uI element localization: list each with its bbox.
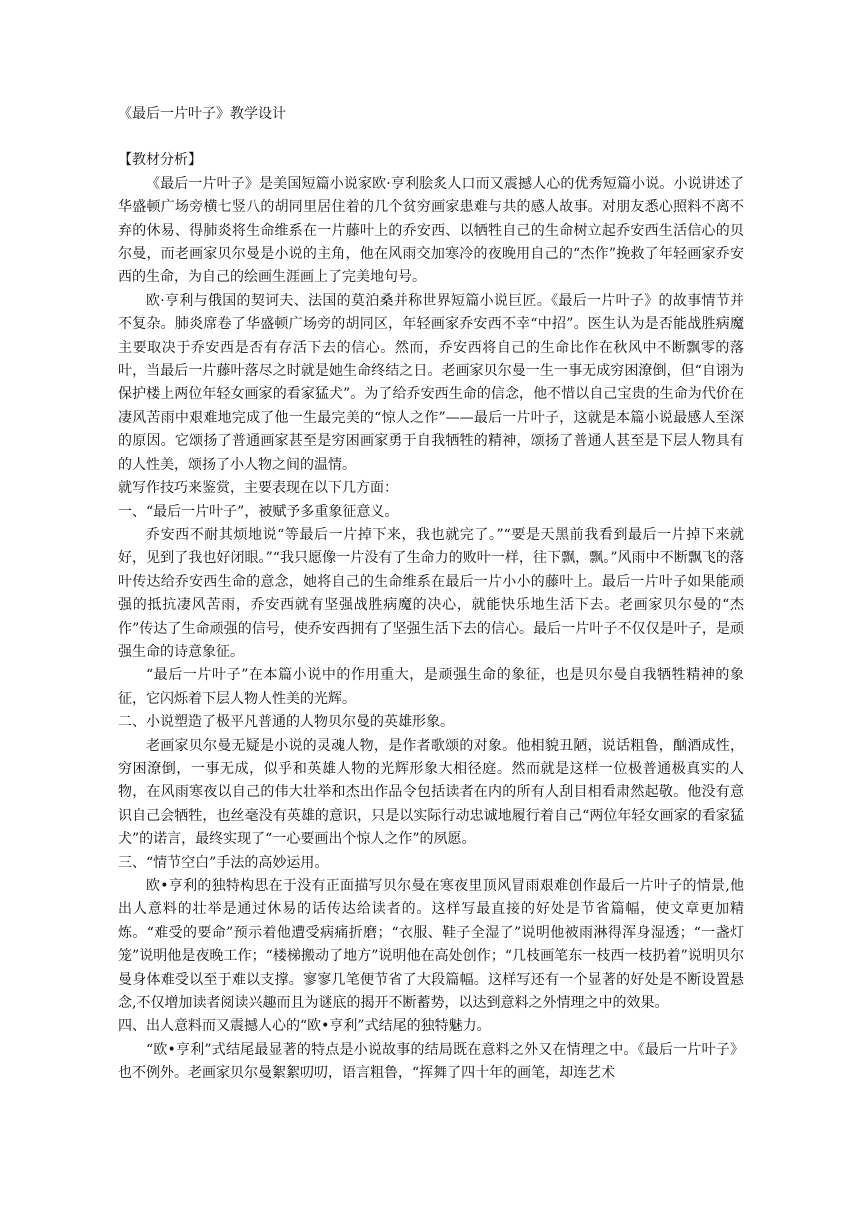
summary-line: 就写作技巧来鉴赏，主要表现在以下几方面： [118,480,398,497]
point-heading-3: 三、“情节空白”手法的高妙运用。 [118,854,329,871]
document-page [118,103,744,1086]
point-heading-1: 一、“最后一片叶子”，被赋予多重象征意义。 [118,503,399,520]
intro-paragraph-2: 欧·亨利与俄国的契诃夫、法国的莫泊桑并称世界短篇小说巨匠。《最后一片叶子》的故事情节并不复杂。肺炎席卷了华盛顿广场旁的胡同区，年轻画家乔安西不幸“中招”。医生认为是否能战胜病魔主要取决于乔安西是否有存活下去的信心。然而，乔安西将自己的生命比作在秋风中不断飘零的落叶，当最后一片藤叶落尽之时就是她生命终结之日。老画家贝尔曼一生一事无成穷困潦倒，但“自诩为保护楼上两位年轻女画家的看家猛犬”。为了给乔安西生命的信念，他不惜以自己宝贵的生命为代价在凄风苦雨中艰难地完成了他一生最完美的“惊人之作”——最后一片叶子，这就是本篇小说最感人至深的原因。它颂扬了普通画家甚至是穷困画家勇于自我牺牲的精神，颂扬了普通人甚至是下层人物具有的人性美，颂扬了小人物之间的温情。 [118,292,744,473]
point-heading-2: 二、小说塑造了极平凡普通的人物贝尔曼的英雄形象。 [118,714,454,731]
point-1-paragraph-2: “最后一片叶子”在本篇小说中的作用重大，是顽强生命的象征，也是贝尔曼自我牺牲精神的象征，它闪烁着下层人物人性美的光辉。 [118,667,744,707]
document-title: 《最后一片叶子》教学设计 [118,106,286,122]
intro-paragraph-1: 《最后一片叶子》是美国短篇小说家欧·亨利脍炙人口而又震撼人心的优秀短篇小说。小说讲述了华盛顿广场旁横七竖八的胡同里居住着的几个贫穷画家患难与共的感人故事。对朋友悉心照料不离不弃的休易、得肺炎将生命维系在一片藤叶上的乔安西、以牺牲自己的生命树立起乔安西生活信心的贝尔曼，而老画家贝尔曼是小说的主角，他在风雨交加寒冷的夜晚用自己的“杰作”挽救了年轻画家乔安西的生命，为自己的绘画生涯画上了完美地句号。 [118,175,744,286]
point-heading-4: 四、出人意料而又震撼人心的“欧•亨利”式结尾的独特魅力。 [118,1018,491,1035]
point-3-paragraph-1: 欧•亨利的独特构思在于没有正面描写贝尔曼在寒夜里顶风冒雨艰难创作最后一片叶子的情景,他出人意料的壮举是通过休易的话传达给读者的。这样写最直接的好处是节省篇幅，使文章更加精炼。“难受的要命”预示着他遭受病痛折磨；“衣服、鞋子全湿了”说明他被雨淋得浑身湿透；“一盏灯笼”说明他是夜晚工作；“楼梯搬动了地方”说明他在高处创作；“几枝画笔东一枝西一枝扔着”说明贝尔曼身体难受以至于难以支撑。寥寥几笔便节省了大段篇幅。这样写还有一个显著的好处是不断设置悬念,不仅增加读者阅读兴趣而且为谜底的揭开不断蓄势，以达到意料之外情理之中的效果。 [118,878,744,1012]
section-heading-analysis: 【教材分析】 [118,152,202,169]
point-4-paragraph-1: “欧•亨利”式结尾最显著的特点是小说故事的结局既在意料之外又在情理之中。《最后一片叶子》也不例外。老画家贝尔曼絮絮叨叨，语言粗鲁，“挥舞了四十年的画笔，却连艺术 [118,1041,744,1082]
point-1-paragraph-1: 乔安西不耐其烦地说“等最后一片掉下来，我也就完了。”“要是天黑前我看到最后一片掉下来就好，见到了我也好闭眼。”“我只愿像一片没有了生命力的败叶一样，往下飘，飘。”风雨中不断飘飞的落叶传达给乔安西生命的意念，她将自己的生命维系在最后一片小小的藤叶上。最后一片叶子如果能顽强的抵抗凄风苦雨，乔安西就有坚强战胜病魔的决心，就能快乐地生活下去。老画家贝尔曼的“杰作”传达了生命顽强的信号，使乔安西拥有了坚强生活下去的信心。最后一片叶子不仅仅是叶子，是顽强生命的诗意象征。 [118,526,744,660]
point-2-paragraph-1: 老画家贝尔曼无疑是小说的灵魂人物，是作者歌颂的对象。他相貌丑陋，说话粗鲁，酗酒成性，穷困潦倒，一事无成，似乎和英雄人物的光辉形象大相径庭。然而就是这样一位极普通极真实的人物，在风雨寒夜以自己的伟大壮举和杰出作品令包括读者在内的所有人刮目相看肃然起敬。他没有意识自己会牺牲，也丝毫没有英雄的意识，只是以实际行动忠诚地履行着自己“两位年轻女画家的看家猛犬”的诺言，最终实现了“一心要画出个惊人之作”的夙愿。 [118,737,744,848]
